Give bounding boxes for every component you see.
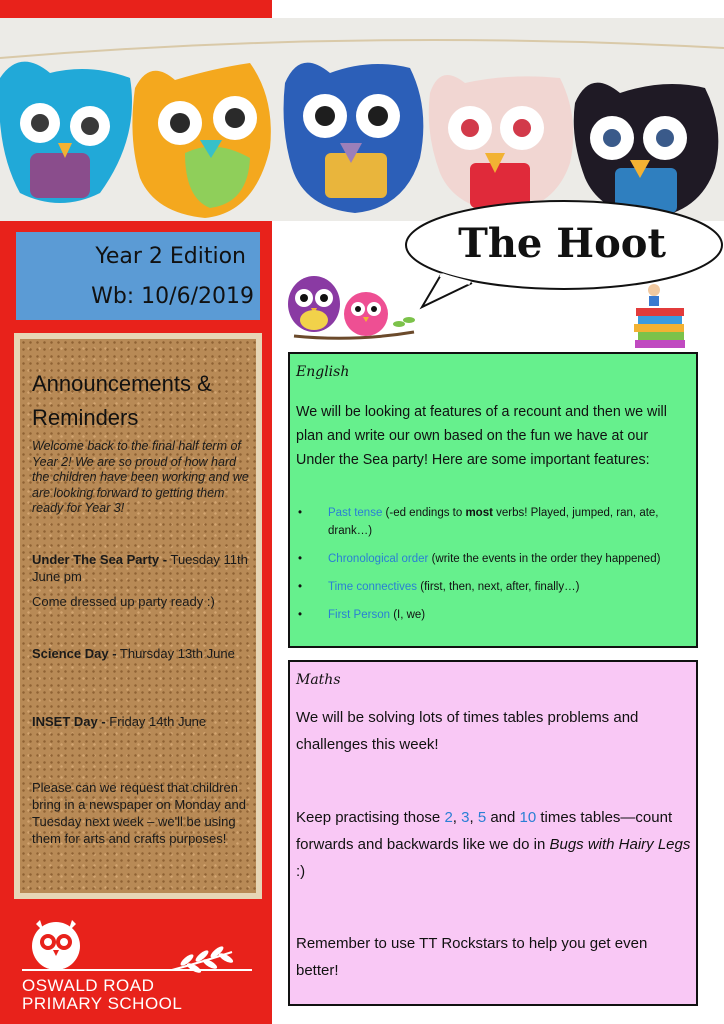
owl-3	[284, 63, 424, 213]
edition-date: Wb: 10/6/2019	[91, 284, 254, 309]
announcement-label: Under The Sea Party -	[32, 552, 168, 567]
top-red-strip	[0, 0, 272, 18]
maths-text: Keep practising those	[296, 809, 445, 826]
maths-paragraph-1: We will be solving lots of times tables problems and challenges this week!	[296, 709, 639, 753]
school-name-line1: OSWALD ROAD	[22, 976, 155, 995]
announcement-text: Friday 14th June	[105, 714, 207, 729]
maths-section	[288, 660, 698, 1006]
owl-logo-icon	[22, 912, 252, 976]
book-stack-icon	[632, 278, 688, 354]
feature-desc: (first, then, next, after, finally…)	[417, 581, 580, 593]
announcement-item	[32, 551, 254, 610]
announcement-text: Tuesday 11th June pm	[32, 552, 248, 584]
english-section	[288, 352, 698, 648]
maths-text: :)	[296, 863, 306, 880]
feature-term: First Person	[328, 609, 390, 621]
announcement-text: Thursday 13th June	[116, 646, 235, 661]
maths-text: times tables—count forwards and backwards like we do in	[296, 809, 673, 853]
edition-box	[14, 230, 262, 322]
english-body: We will be looking at features of a recount and then we will plan and write our own based on the fun we have at our Under the Sea party! Here are some important features:	[296, 404, 667, 468]
maths-sep: ,	[452, 809, 462, 826]
owl-bunting-banner	[0, 18, 724, 221]
feature-desc: (-ed endings to	[382, 507, 466, 519]
game-name: Bugs with Hairy Legs	[549, 836, 691, 853]
maths-paragraph-3: Remember to use TT Rockstars to help you get even better!	[296, 935, 648, 979]
feature-desc: (write the events in the order they happened)	[428, 553, 661, 565]
maths-title: Maths	[296, 672, 341, 688]
announcements-corkboard	[14, 333, 262, 899]
owl-bunting-image	[0, 18, 724, 221]
english-title: English	[296, 364, 350, 380]
announcements-intro: Welcome back to the final half term of Year 2! We are so proud of how hard the children have been working and we are looking forward to getting them ready for Year 3!	[32, 439, 249, 515]
owls-on-branch-icon	[284, 276, 424, 356]
list-item	[290, 550, 694, 568]
school-name-line2: PRIMARY SCHOOL	[22, 994, 183, 1013]
list-item	[290, 578, 694, 596]
feature-term: Chronological order	[328, 553, 429, 565]
announcement-item	[32, 645, 254, 662]
list-item	[290, 606, 694, 624]
announcement-request: Please can we request that children bring in a newspaper on Monday and Tuesday next week – we'll be using them for arts and crafts purposes!	[32, 780, 246, 846]
list-item	[290, 504, 694, 540]
times-table-number: 2	[444, 809, 453, 826]
announcement-label: INSET Day -	[32, 714, 106, 729]
maths-sep: ,	[469, 809, 478, 826]
english-feature-list	[290, 504, 694, 634]
times-table-number: 5	[477, 809, 487, 826]
feature-desc-end: verbs! Played, jumped, ran, ate, drank…)	[328, 507, 659, 537]
school-logo	[22, 912, 252, 1012]
feature-term: Past tense	[328, 507, 383, 519]
announcement-item	[32, 713, 254, 730]
feature-emphasis: most	[465, 507, 493, 519]
announcement-label: Science Day -	[32, 646, 117, 661]
maths-sep: and	[486, 809, 520, 826]
maths-paragraph-2	[296, 804, 692, 885]
newsletter-title: The Hoot	[458, 220, 666, 267]
edition-title: Year 2 Edition	[95, 244, 246, 269]
feature-desc: (I, we)	[390, 609, 426, 621]
announcements-title: Announcements & Reminders	[32, 371, 212, 430]
announcement-extra: Come dressed up party ready :)	[32, 594, 215, 609]
feature-term: Time connectives	[328, 581, 418, 593]
times-table-number: 3	[461, 809, 470, 826]
times-table-number: 10	[519, 809, 537, 826]
